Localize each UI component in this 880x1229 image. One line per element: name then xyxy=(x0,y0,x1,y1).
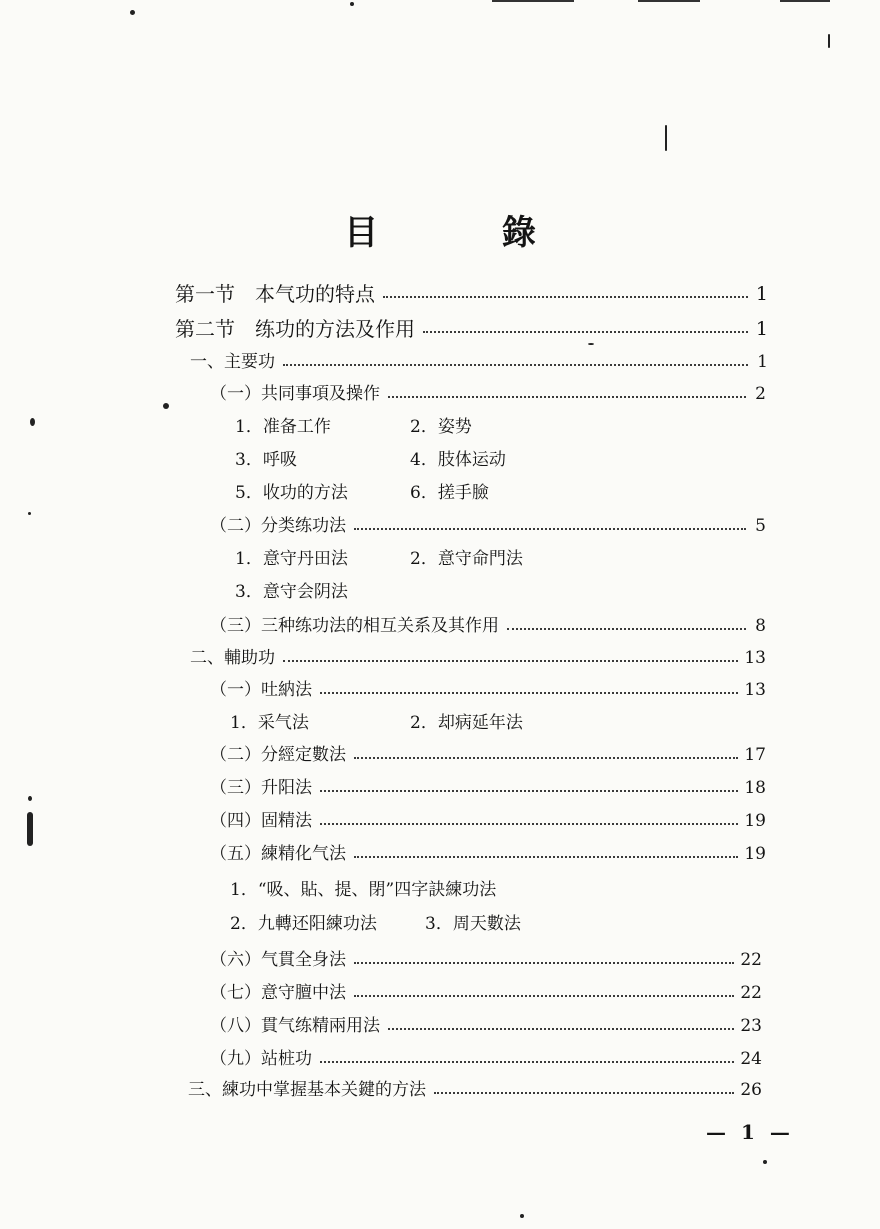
toc-page-number: 5 xyxy=(755,516,766,536)
toc-entry xyxy=(210,979,762,1007)
toc-subitem: 2．意守命門法 xyxy=(410,549,523,569)
toc-page-number: 23 xyxy=(740,1016,762,1036)
toc-entry xyxy=(210,676,766,704)
scan-speck xyxy=(130,10,135,15)
toc-subitem: 6．搓手臉 xyxy=(410,483,489,503)
toc-label: （六）气貫全身法 xyxy=(210,950,346,970)
toc-label: 第一节 本气功的特点 xyxy=(175,282,375,306)
toc-subitem: 5．收功的方法 xyxy=(235,483,348,503)
toc-entry xyxy=(210,380,766,408)
toc-label: （二）分經定數法 xyxy=(210,745,346,765)
toc-subitems xyxy=(0,447,880,473)
dot-leader xyxy=(354,757,738,759)
toc-entry xyxy=(210,946,762,974)
toc-subitem: 1．采气法 xyxy=(230,713,309,733)
toc-page-number: 13 xyxy=(744,680,766,700)
dot-leader xyxy=(354,962,734,964)
scan-speck xyxy=(520,1214,524,1218)
toc-label: 一、主要功 xyxy=(190,352,275,372)
scan-speck xyxy=(28,512,31,515)
toc-entry xyxy=(210,840,766,868)
toc-entry xyxy=(210,741,766,769)
toc-entry xyxy=(190,348,768,376)
toc-subitems xyxy=(0,710,880,736)
toc-subitem: 3．周天數法 xyxy=(425,914,521,934)
toc-label: （九）站桩功 xyxy=(210,1049,312,1069)
scan-speck xyxy=(28,796,32,801)
toc-subitem: 2．却病延年法 xyxy=(410,713,523,733)
toc-subitems xyxy=(0,877,880,903)
toc-page-number: 1 xyxy=(755,283,768,305)
scan-speck xyxy=(27,812,33,846)
toc-page-number: 19 xyxy=(744,844,766,864)
toc-subitem: 1．意守丹田法 xyxy=(235,549,348,569)
scan-mark xyxy=(638,0,700,2)
toc-subitem: 3．呼吸 xyxy=(235,450,297,470)
toc-page-number: 19 xyxy=(744,811,766,831)
toc-label: 二、輔助功 xyxy=(190,648,275,668)
toc-entry xyxy=(210,512,766,540)
toc-subitem: 2．姿势 xyxy=(410,417,472,437)
scan-speck xyxy=(30,418,35,426)
toc-page-number: 22 xyxy=(740,983,762,1003)
toc-page-number: 2 xyxy=(755,384,766,404)
page-title: 目 錄 xyxy=(344,213,592,253)
page-folio: — 1 — xyxy=(706,1120,794,1144)
toc-page-number: 8 xyxy=(755,616,766,636)
toc-page-number: 22 xyxy=(740,950,762,970)
toc-subitems xyxy=(0,911,880,937)
toc-entry xyxy=(210,612,766,640)
toc-subitems xyxy=(0,414,880,440)
scan-speck xyxy=(588,343,594,345)
toc-entry xyxy=(210,1012,762,1040)
toc-subitem: 1．准备工作 xyxy=(235,417,331,437)
toc-entry xyxy=(190,644,766,672)
toc-subitem: 1．“吸、貼、提、閉”四字訣練功法 xyxy=(230,880,497,900)
dot-leader xyxy=(383,296,748,298)
scan-speck xyxy=(828,34,830,48)
dot-leader xyxy=(354,856,738,858)
dot-leader xyxy=(507,628,746,630)
scan-mark xyxy=(492,0,574,2)
toc-label: （三）升阳法 xyxy=(210,778,312,798)
toc-entry xyxy=(188,1076,762,1104)
scan-speck xyxy=(665,125,667,151)
dot-leader xyxy=(320,790,738,792)
dot-leader xyxy=(320,1061,734,1063)
toc-subitem: 3．意守会阴法 xyxy=(235,582,348,602)
toc-page-number: 1 xyxy=(757,352,768,372)
scan-speck xyxy=(350,2,354,6)
toc-page-number: 26 xyxy=(740,1080,762,1100)
scan-speck xyxy=(163,403,169,409)
toc-label: 三、練功中掌握基本关鍵的方法 xyxy=(188,1080,426,1100)
toc-subitem: 4．肢体运动 xyxy=(410,450,506,470)
toc-entry xyxy=(210,807,766,835)
dot-leader xyxy=(283,660,738,662)
toc-page-number: 18 xyxy=(744,778,766,798)
toc-label: （一）共同事項及操作 xyxy=(210,384,380,404)
dot-leader xyxy=(320,823,738,825)
toc-label: （一）吐納法 xyxy=(210,680,312,700)
dot-leader xyxy=(388,1028,734,1030)
dot-leader xyxy=(388,396,746,398)
toc-entry xyxy=(210,1045,762,1073)
toc-subitems xyxy=(0,480,880,506)
toc-label: （三）三种练功法的相互关系及其作用 xyxy=(210,616,499,636)
dot-leader xyxy=(423,331,748,333)
toc-subitems xyxy=(0,546,880,572)
dot-leader xyxy=(434,1092,734,1094)
toc-page-number: 13 xyxy=(744,648,766,668)
toc-label: （八）貫气练精兩用法 xyxy=(210,1016,380,1036)
toc-label: （五）練精化气法 xyxy=(210,844,346,864)
scan-mark xyxy=(780,0,830,2)
toc-page-number: 17 xyxy=(744,745,766,765)
toc-subitem: 2．九轉还阳練功法 xyxy=(230,914,377,934)
toc-label: （七）意守膻中法 xyxy=(210,983,346,1003)
toc-page-number: 1 xyxy=(755,318,768,340)
toc-entry xyxy=(175,280,768,308)
scan-speck xyxy=(763,1160,767,1164)
toc-label: 第二节 练功的方法及作用 xyxy=(175,317,415,341)
toc-entry xyxy=(210,774,766,802)
toc-entry xyxy=(175,315,768,343)
dot-leader xyxy=(320,692,738,694)
toc-page-number: 24 xyxy=(740,1049,762,1069)
dot-leader xyxy=(354,528,746,530)
toc-label: （四）固精法 xyxy=(210,811,312,831)
dot-leader xyxy=(354,995,734,997)
dot-leader xyxy=(283,364,748,366)
toc-label: （二）分类练功法 xyxy=(210,516,346,536)
toc-subitems xyxy=(0,579,880,605)
